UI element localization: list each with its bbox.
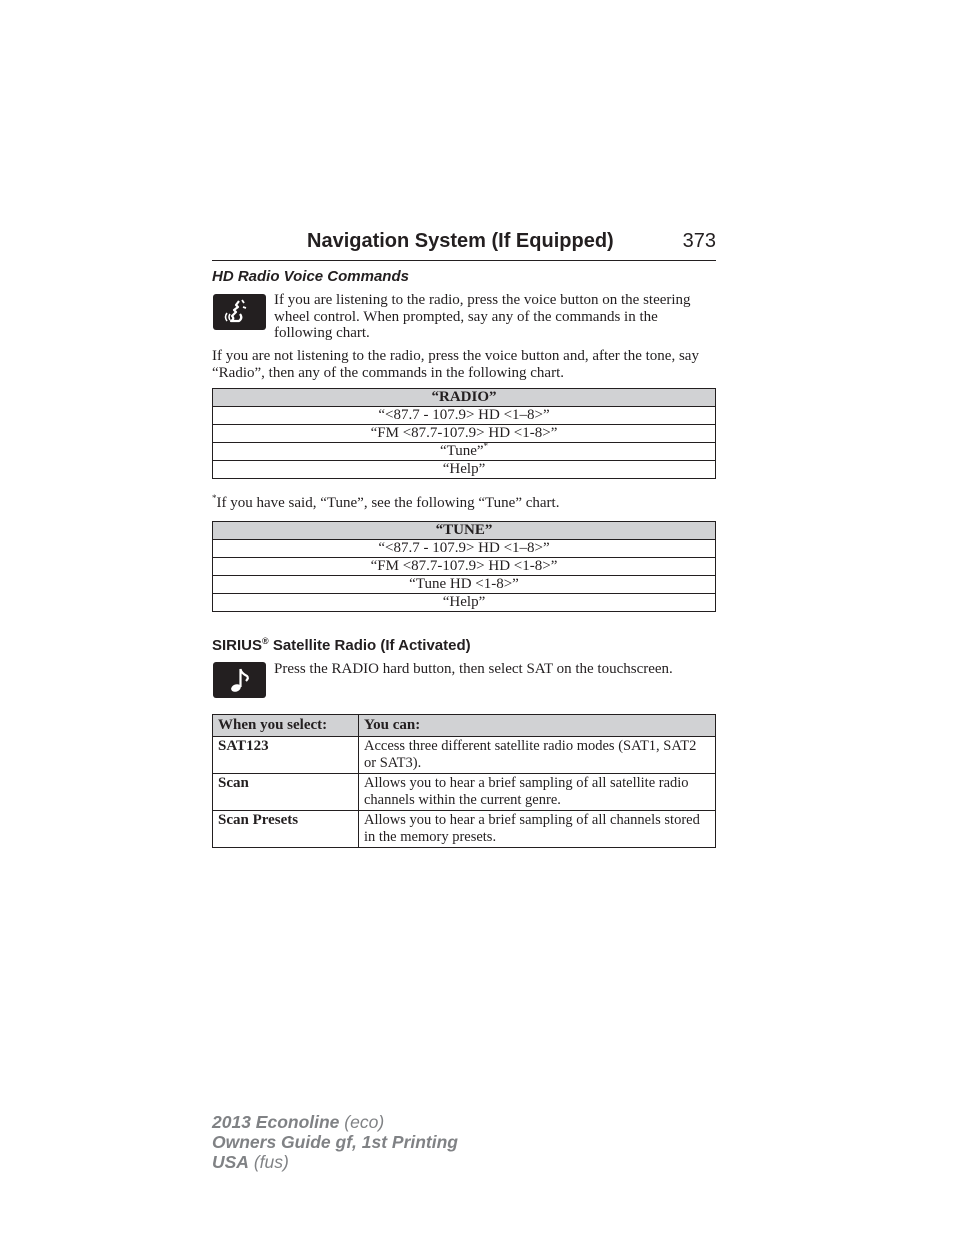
table-row xyxy=(213,576,716,594)
sirius-intro: Press the RADIO hard button, then select SAT on the touchscreen. xyxy=(274,661,673,677)
table-row xyxy=(213,443,716,461)
footer-line-2 xyxy=(212,1132,458,1152)
sirius-heading xyxy=(212,637,471,654)
table-row xyxy=(213,811,716,848)
col-when-you-select: When you select: xyxy=(213,715,359,737)
voice-icon xyxy=(213,294,266,330)
radio-command: “Help” xyxy=(213,461,716,479)
table-row xyxy=(213,594,716,612)
hd-radio-heading: HD Radio Voice Commands xyxy=(212,268,409,285)
table-row xyxy=(213,737,716,774)
tune-command: “Help” xyxy=(213,594,716,612)
footer-line-3 xyxy=(212,1152,458,1172)
footnote-mark: * xyxy=(212,493,217,503)
radio-command-text: “Tune” xyxy=(439,443,484,459)
sirius-brand: SIRIUS xyxy=(212,637,263,654)
sat-option-desc: Allows you to hear a brief sampling of all satellite radio channels within the current genre. xyxy=(359,774,716,811)
table-row xyxy=(213,540,716,558)
radio-command-table xyxy=(212,388,716,479)
page-footer xyxy=(212,1112,458,1172)
chapter-title: Navigation System (If Equipped) xyxy=(307,230,614,252)
sat-option-label: SAT123 xyxy=(213,737,359,774)
page-header xyxy=(212,229,716,261)
table-header-row xyxy=(213,389,716,407)
page-number: 373 xyxy=(682,230,716,252)
music-note-icon xyxy=(213,662,266,698)
footnote-text: If you have said, “Tune”, see the following “Tune” chart. xyxy=(216,495,560,511)
sat-option-desc: Access three different satellite radio modes (SAT1, SAT2 or SAT3). xyxy=(359,737,716,774)
table-row xyxy=(213,774,716,811)
table-row xyxy=(213,558,716,576)
hd-radio-intro: If you are listening to the radio, press the voice button on the steering wheel control. When prompted, say any of the commands in the following chart. xyxy=(274,292,691,342)
footer-line-1 xyxy=(212,1112,458,1132)
tune-table-header: “TUNE” xyxy=(213,522,716,540)
sat-option-desc: Allows you to hear a brief sampling of all channels stored in the memory presets. xyxy=(359,811,716,848)
footer-model-code: (eco) xyxy=(339,1112,385,1132)
radio-command: “FM <87.7-107.9> HD <1-8>” xyxy=(213,425,716,443)
radio-command: “<87.7 - 107.9> HD <1–8>” xyxy=(213,407,716,425)
tune-command: “Tune HD <1-8>” xyxy=(213,576,716,594)
tune-command: “FM <87.7-107.9> HD <1-8>” xyxy=(213,558,716,576)
footnote-mark: * xyxy=(483,441,489,451)
footer-guide: Owners Guide gf, 1st Printing xyxy=(212,1132,458,1152)
footer-market: USA xyxy=(212,1152,249,1172)
radio-table-header: “RADIO” xyxy=(213,389,716,407)
tune-command: “<87.7 - 107.9> HD <1–8>” xyxy=(213,540,716,558)
sat-option-label: Scan Presets xyxy=(213,811,359,848)
registered-mark: ® xyxy=(262,636,269,646)
table-header-row xyxy=(213,715,716,737)
footer-market-code: (fus) xyxy=(248,1152,289,1172)
hd-radio-intro2: If you are not listening to the radio, press the voice button and, after the tone, say “Radio”, then any of the commands in the following chart. xyxy=(212,348,699,381)
footer-model: 2013 Econoline xyxy=(212,1112,340,1132)
sat-option-label: Scan xyxy=(213,774,359,811)
footnote xyxy=(212,495,559,512)
col-you-can: You can: xyxy=(359,715,716,737)
sat-radio-table xyxy=(212,714,716,848)
table-header-row xyxy=(213,522,716,540)
table-row xyxy=(213,407,716,425)
radio-command-tune xyxy=(213,443,716,461)
tune-command-table xyxy=(212,521,716,612)
table-row xyxy=(213,425,716,443)
sirius-heading-rest: Satellite Radio (If Activated) xyxy=(268,637,471,654)
table-row xyxy=(213,461,716,479)
